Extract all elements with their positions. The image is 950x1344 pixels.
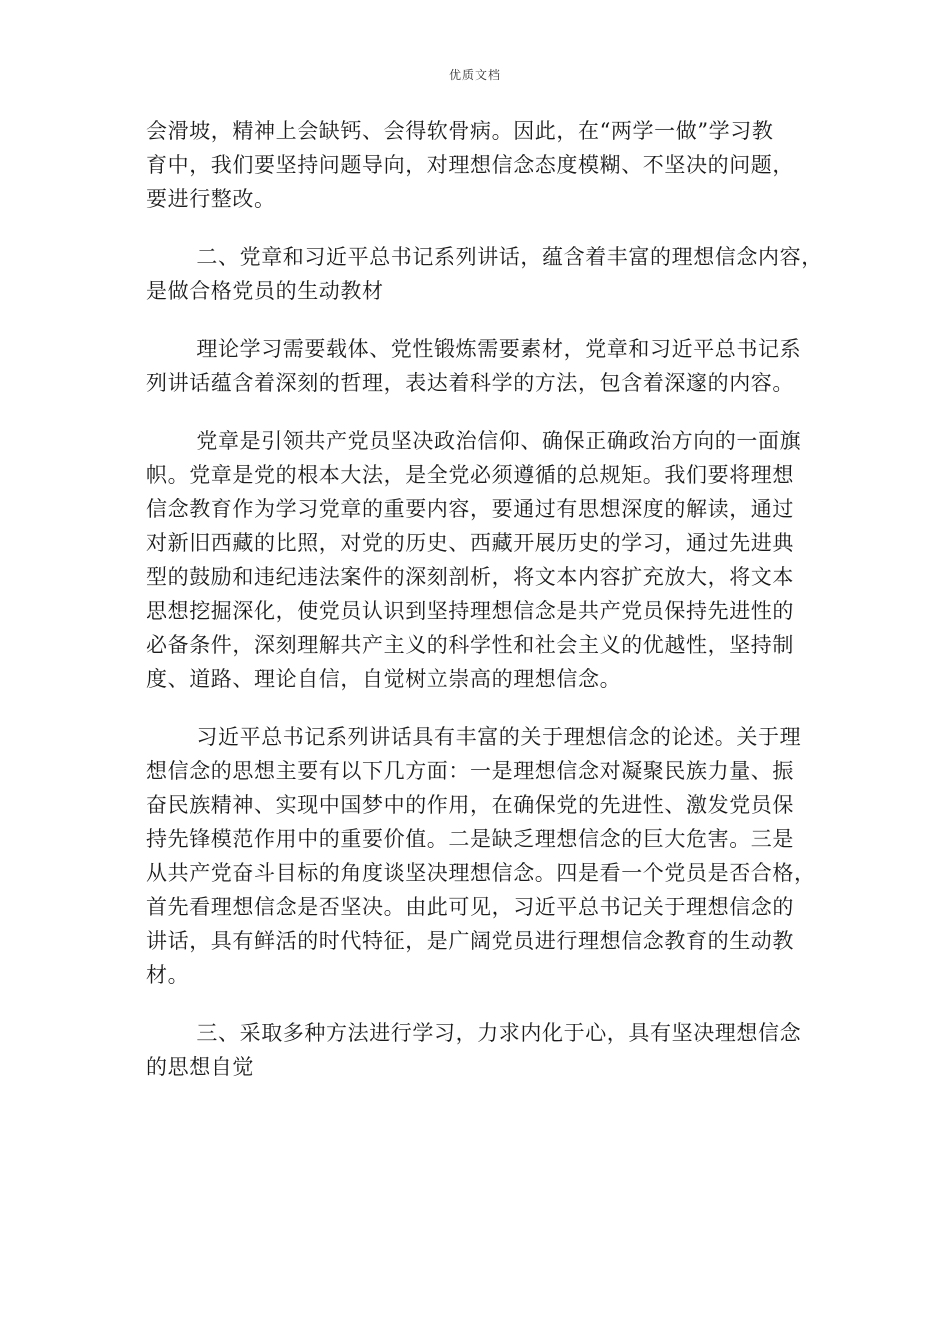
page-header: 优质文档 xyxy=(448,68,501,82)
paragraph-line: 信念教育作为学习党章的重要内容，要通过有思想深度的解读，通过 xyxy=(146,497,794,521)
heading-line: 三、采取多种方法进行学习，力求内化于心，具有坚决理想信念 xyxy=(196,1021,802,1045)
paragraph-line: 从共产党奋斗目标的角度谈坚决理想信念。四是看一个党员是否合格， xyxy=(146,861,816,885)
paragraph-theory-study xyxy=(146,332,812,400)
paragraph-line: 思想挖掘深化，使党员认识到坚持理想信念是共产党员保持先进性的 xyxy=(146,599,794,623)
heading-line: 二、党章和习近平总书记系列讲话，蕴含着丰富的理想信念内容， xyxy=(196,245,823,269)
paragraph-line: 帜。党章是党的根本大法，是全党必须遵循的总规矩。我们要将理想 xyxy=(146,463,794,487)
section-heading-3 xyxy=(146,1016,812,1084)
paragraph-continuation xyxy=(146,114,812,216)
heading-line: 是做合格党员的生动教材 xyxy=(146,279,384,303)
paragraph-line: 度、道路、理论自信，自觉树立崇高的理想信念。 xyxy=(146,667,622,691)
paragraph-line: 要进行整改。 xyxy=(146,187,276,211)
paragraph-party-constitution xyxy=(146,424,812,696)
paragraph-line: 育中，我们要坚持问题导向，对理想信念态度模糊、不坚决的问题， xyxy=(146,153,794,177)
paragraph-line: 党章是引领共产党员坚决政治信仰、确保正确政治方向的一面旗 xyxy=(196,429,802,453)
paragraph-line: 想信念的思想主要有以下几方面：一是理想信念对凝聚民族力量、振 xyxy=(146,759,794,783)
heading-line: 的思想自觉 xyxy=(146,1055,254,1079)
paragraph-line: 型的鼓励和违纪违法案件的深刻剖析，将文本内容扩充放大，将文本 xyxy=(146,565,794,589)
paragraph-speeches xyxy=(146,720,816,992)
paragraph-line: 讲话，具有鲜活的时代特征，是广阔党员进行理想信念教育的生动教 xyxy=(146,929,794,953)
paragraph-line: 材。 xyxy=(146,963,190,987)
paragraph-line: 对新旧西藏的比照，对党的历史、西藏开展历史的学习，通过先进典 xyxy=(146,531,794,555)
paragraph-line: 习近平总书记系列讲话具有丰富的关于理想信念的论述。关于理 xyxy=(196,725,802,749)
paragraph-line: 首先看理想信念是否坚决。由此可见，习近平总书记关于理想信念的 xyxy=(146,895,794,919)
paragraph-line: 理论学习需要载体、党性锻炼需要素材，党章和习近平总书记系 xyxy=(196,337,802,361)
paragraph-line: 奋民族精神、实现中国梦中的作用，在确保党的先进性、激发党员保 xyxy=(146,793,794,817)
paragraph-line: 持先锋模范作用中的重要价值。二是缺乏理想信念的巨大危害。三是 xyxy=(146,827,794,851)
paragraph-line: 列讲话蕴含着深刻的哲理，表达着科学的方法，包含着深邃的内容。 xyxy=(146,371,794,395)
paragraph-line: 会滑坡，精神上会缺钙、会得软骨病。因此，在“两学一做”学习教 xyxy=(146,119,774,143)
paragraph-line: 必备条件，深刻理解共产主义的科学性和社会主义的优越性，坚持制 xyxy=(146,633,794,657)
document-body xyxy=(146,114,823,1108)
section-heading-2 xyxy=(146,240,823,308)
